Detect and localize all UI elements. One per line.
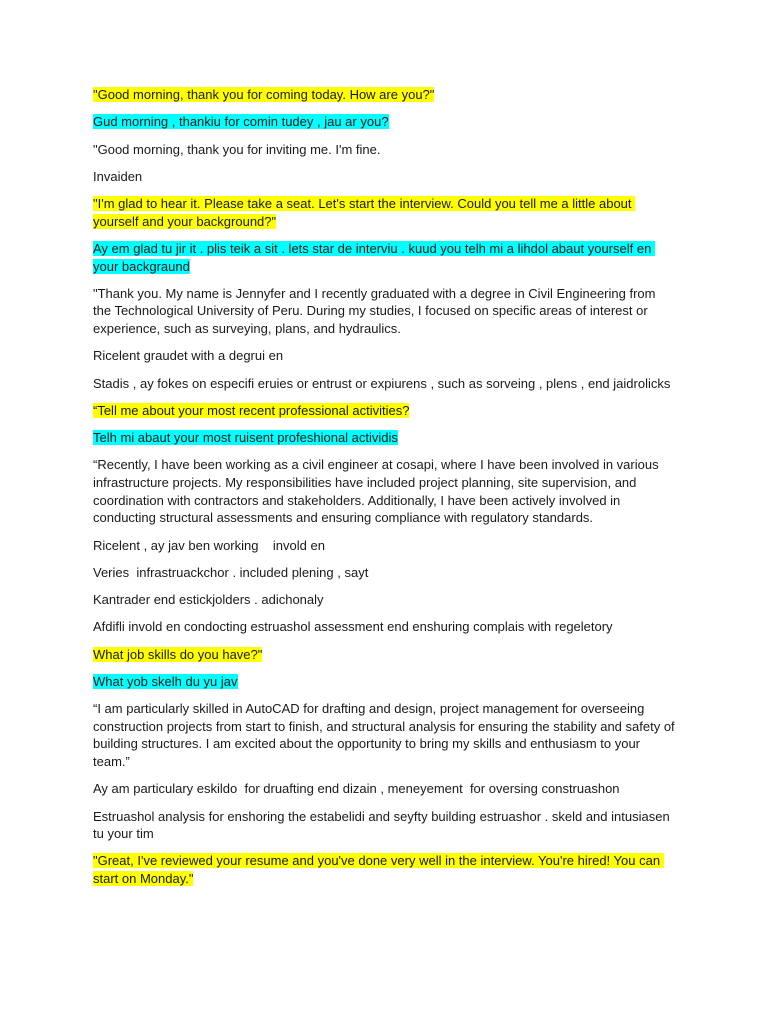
- highlighted-text: What yob skelh du yu jav: [93, 673, 238, 689]
- highlighted-text: "I'm glad to hear it. Please take a seat. Let's start the interview. Could you tell me a little about yourself and your background?": [93, 196, 636, 229]
- paragraph-phonetic-note: Ricelent , ay jav ben working invold en: [93, 537, 325, 553]
- paragraph-phonetic-note: Estruashol analysis for enshoring the estabelidi and seyfty building estruashor . skeld and intusiasen tu your tim: [93, 808, 674, 842]
- paragraph-question-phonetic: [93, 673, 676, 691]
- paragraph-phonetic-note: Stadis , ay fokes on especifi eruies or entrust or expiurens , such as sorveing , plens , end jaidrolicks: [93, 375, 671, 391]
- paragraph-interviewer-question: [93, 195, 676, 230]
- highlighted-text: Telh mi abaut your most ruisent profeshional actividis: [93, 430, 398, 446]
- paragraph-interviewer-question: [93, 402, 676, 420]
- paragraph-candidate-activities: “Recently, I have been working as a civil engineer at cosapi, where I have been involved in various infrastructure projects. My responsibilities have included project planning, site supervision, and coordination with contractors and stakeholders. Additionally, I have been actively involved in conducting structural assessments and ensuring compliance with regulatory standards.: [93, 457, 663, 526]
- paragraph-phonetic-note: Kantrader end estickjolders . adichonaly: [93, 592, 324, 608]
- paragraph-phonetic-note: Ricelent graudet with a degrui en: [93, 348, 284, 364]
- highlighted-text: What job skills do you have?": [93, 646, 263, 662]
- highlighted-text: "Good morning, thank you for coming today. How are you?": [93, 87, 435, 102]
- paragraph-phonetic-note: Ay am particulary eskildo for druafting end dizain , meneyement for oversing construashon: [93, 781, 620, 797]
- paragraph-question-phonetic: [93, 240, 676, 275]
- paragraph-candidate-greeting: "Good morning, thank you for inviting me. I'm fine.: [93, 141, 381, 157]
- paragraph-interviewer-closing: [93, 852, 676, 887]
- highlighted-text: "Great, I've reviewed your resume and you've done very well in the interview. You're hired! You can start on Monday.": [93, 853, 664, 887]
- paragraph-interviewer-question: [93, 646, 676, 664]
- paragraph-phonetic-note: Veries infrastruackchor . included plening , sayt: [93, 564, 369, 580]
- highlighted-text: “Tell me about your most recent professional activities?: [93, 402, 410, 418]
- highlighted-text: Ay em glad tu jir it . plis teik a sit . lets star de interviu . kuud you telh mi a lihdol abaut yourself en your backgraund: [93, 241, 655, 274]
- paragraph-phonetic-note: Afdifli invold en condocting estruashol assessment end enshuring complais with regeletory: [93, 619, 613, 635]
- paragraph-greeting-phonetic: [93, 113, 676, 131]
- paragraph-interviewer-greeting: [93, 86, 676, 104]
- highlighted-text: Gud morning , thankiu for comin tudey , jau ar you?: [93, 114, 389, 130]
- paragraph-question-phonetic: [93, 429, 676, 447]
- paragraph-candidate-background: "Thank you. My name is Jennyfer and I recently graduated with a degree in Civil Engineering from the Technological University of Peru. During my studies, I focused on specific areas of interest or experience, such as surveying, plans, and hydraulics.: [93, 285, 660, 337]
- paragraph-phonetic-note: Invaiden: [93, 168, 143, 184]
- paragraph-candidate-skills: “I am particularly skilled in AutoCAD for drafting and design, project management for overseeing construction projects from start to finish, and structural analysis for ensuring the stability and safety of building structures. I am excited about the opportunity to bring my skills and enthusiasm to your team.”: [93, 701, 679, 769]
